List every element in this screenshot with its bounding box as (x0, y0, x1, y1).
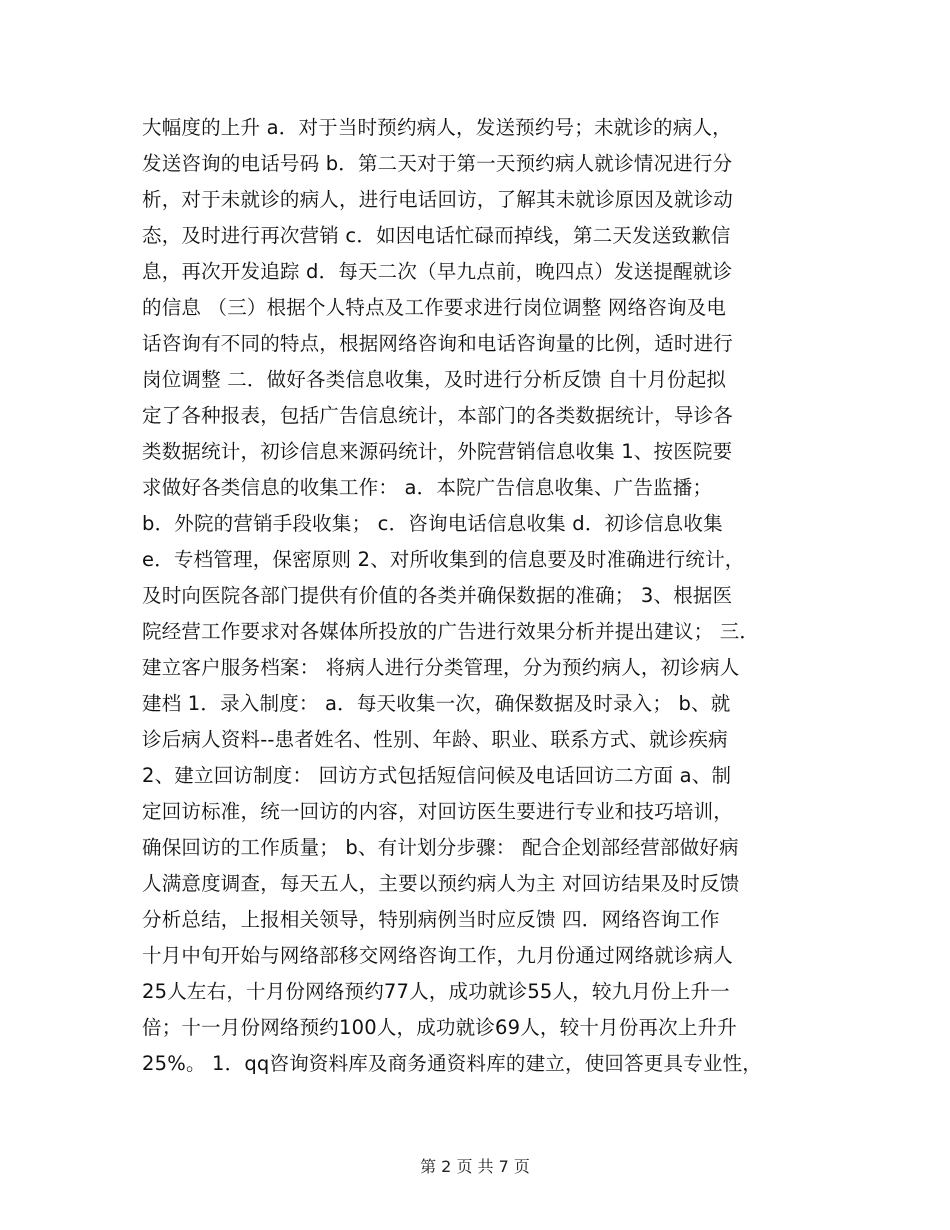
text-line: 建档 1．录入制度： a．每天收集一次，确保数据及时录入； b、就 (142, 692, 731, 715)
text-line: 建立客户服务档案： 将病人进行分类管理，分为预约病人，初诊病人 (142, 656, 740, 679)
text-line: 类数据统计，初诊信息来源码统计，外院营销信息收集 1、按医院要 (142, 440, 733, 463)
text-line: 求做好各类信息的收集工作： a．本院广告信息收集、广告监播； (142, 476, 713, 499)
text-line: 十月中旬开始与网络部移交网络咨询工作，九月份通过网络就诊病人 (142, 944, 734, 967)
text-line: 诊后病人资料--患者姓名、性别、年龄、职业、联系方式、就诊疾病 (142, 728, 728, 751)
text-line: 话咨询有不同的特点，根据网络咨询和电话咨询量的比例，适时进行 (142, 332, 734, 355)
body-text (142, 110, 842, 1082)
text-line: 分析总结，上报相关领导，特别病例当时应反馈 四．网络咨询工作 (142, 908, 720, 931)
text-line: 院经营工作要求对各媒体所投放的广告进行效果分析并提出建议； 三． (142, 620, 760, 643)
text-line: 态，及时进行再次营销 c．如因电话忙碌而掉线，第二天发送致歉信 (142, 224, 731, 247)
text-line: 定回访标准，统一回访的内容，对回访医生要进行专业和技巧培训， (142, 800, 734, 823)
text-line: 倍；十一月份网络预约100人，成功就诊69人，较十月份再次上升升 (142, 1016, 737, 1039)
text-line: 的信息 （三）根据个人特点及工作要求进行岗位调整 网络咨询及电 (142, 296, 727, 319)
page-number-footer: 第 2 页 共 7 页 (420, 1157, 530, 1176)
text-line: b．外院的营销手段收集； c．咨询电话信息收集 d．初诊信息收集 (142, 512, 723, 535)
text-line: e．专档管理，保密原则 2、对所收集到的信息要及时准确进行统计， (142, 548, 745, 571)
text-line: 息，再次开发追踪 d．每天二次（早九点前，晚四点）发送提醒就诊 (142, 260, 733, 283)
text-line: 25%。 1．qq咨询资料库及商务通资料库的建立，使回答更具专业性， (142, 1052, 763, 1075)
text-line: 岗位调整 二．做好各类信息收集，及时进行分析反馈 自十月份起拟 (142, 368, 727, 391)
text-line: 析，对于未就诊的病人，进行电话回访，了解其未就诊原因及就诊动 (142, 188, 734, 211)
text-line: 确保回访的工作质量； b、有计划分步骤： 配合企划部经营部做好病 (142, 836, 739, 859)
text-line: 及时向医院各部门提供有价值的各类并确保数据的准确； 3、根据医 (142, 584, 733, 607)
text-line: 人满意度调查，每天五人，主要以预约病人为主 对回访结果及时反馈 (142, 872, 740, 895)
text-line: 大幅度的上升 a．对于当时预约病人，发送预约号；未就诊的病人， (142, 116, 732, 139)
text-line: 25人左右，十月份网络预约77人，成功就诊55人，较九月份上升一 (142, 980, 730, 1003)
text-line: 发送咨询的电话号码 b．第二天对于第一天预约病人就诊情况进行分 (142, 152, 733, 175)
text-line: 定了各种报表，包括广告信息统计，本部门的各类数据统计，导诊各 (142, 404, 734, 427)
text-line: 2、建立回访制度： 回访方式包括短信问候及电话回访二方面 a、制 (142, 764, 732, 787)
